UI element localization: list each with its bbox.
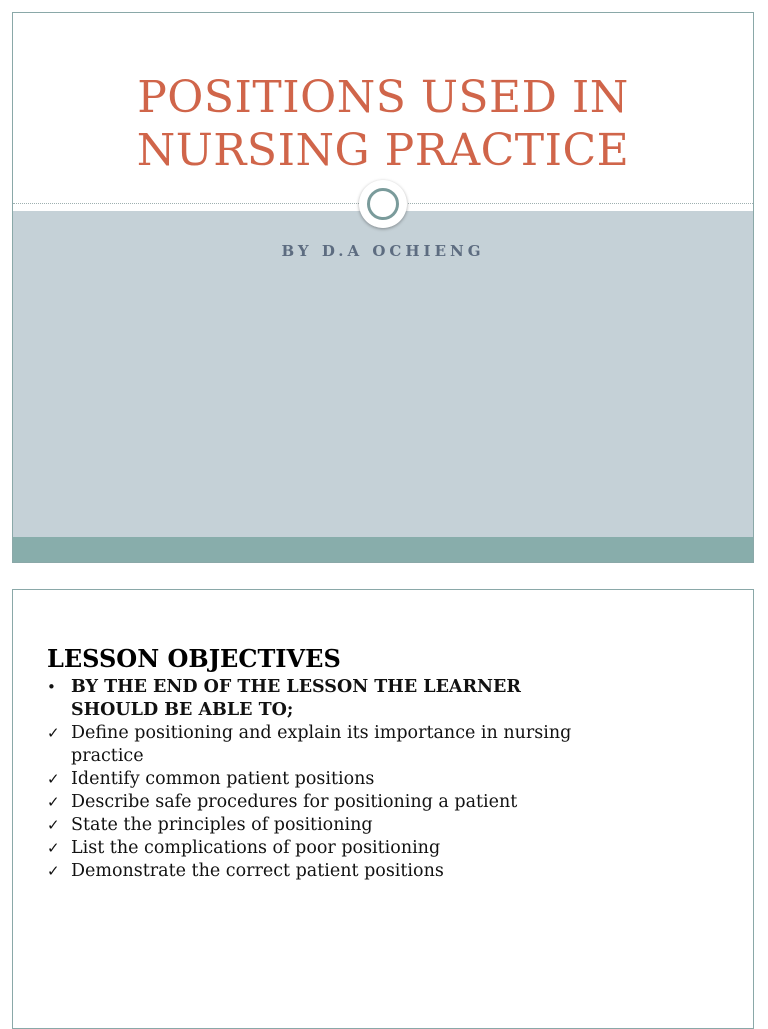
objective-text: Describe safe procedures for positioning a patient (71, 792, 518, 812)
checkmark-icon: ✓ (47, 862, 60, 880)
objective-text: List the complications of poor positioning (71, 838, 441, 858)
objective-item (47, 768, 607, 791)
objective-text: Demonstrate the correct patient positions (71, 861, 444, 881)
checkmark-icon: ✓ (47, 793, 60, 811)
bullet-icon: • (47, 678, 56, 696)
objectives-intro-text: BY THE END OF THE LESSON THE LEARNER SHOULD BE ABLE TO; (71, 677, 521, 720)
footer-band (13, 537, 753, 563)
objective-item (47, 722, 607, 768)
objective-item (47, 814, 607, 837)
slide-title (13, 71, 753, 177)
checkmark-icon: ✓ (47, 724, 60, 742)
objectives-intro (47, 676, 607, 722)
circle-ornament-icon (359, 180, 407, 228)
title-slide (12, 12, 754, 563)
slide-title-line-1: POSITIONS USED IN (137, 72, 629, 123)
objective-item (47, 837, 607, 860)
checkmark-icon: ✓ (47, 770, 60, 788)
objective-text: State the principles of positioning (71, 815, 373, 835)
objective-text: Identify common patient positions (71, 769, 375, 789)
slide-subtitle: BY D.A OCHIENG (281, 242, 485, 260)
checkmark-icon: ✓ (47, 816, 60, 834)
title-area (13, 13, 753, 204)
objective-item (47, 860, 607, 883)
objectives-heading: LESSON OBJECTIVES (47, 644, 341, 673)
objective-text: Define positioning and explain its importance in nursing practice (71, 723, 572, 766)
objectives-list (47, 676, 607, 883)
objective-item (47, 791, 607, 814)
checkmark-icon: ✓ (47, 839, 60, 857)
objectives-slide (12, 589, 754, 1029)
slide-title-line-2: NURSING PRACTICE (136, 125, 630, 176)
